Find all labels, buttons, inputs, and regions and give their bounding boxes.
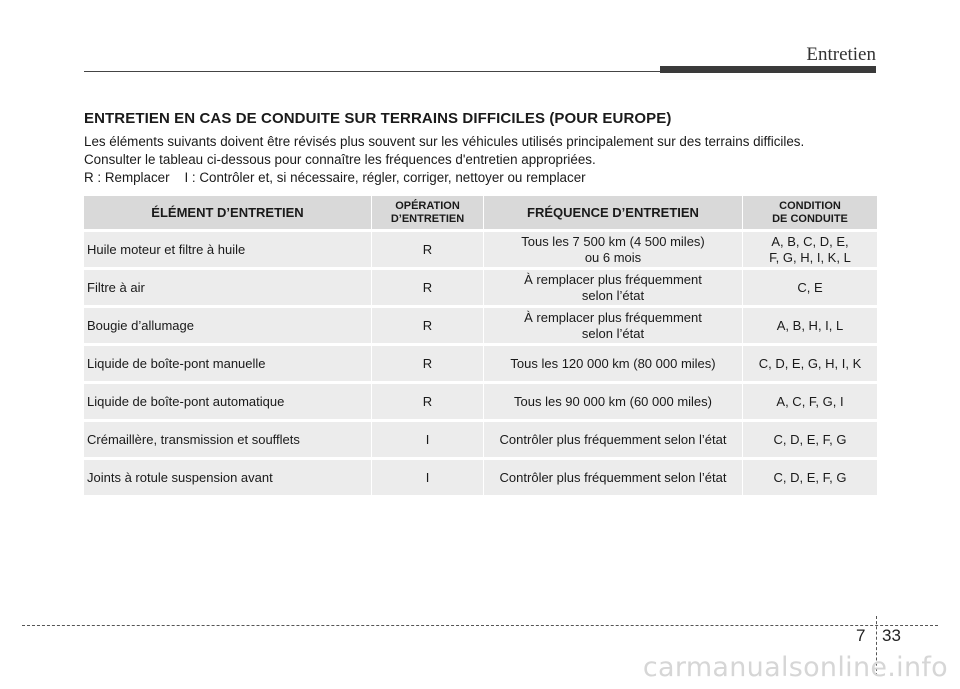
cell-element: Huile moteur et filtre à huile: [84, 232, 371, 267]
header-condition-line: CONDITION: [779, 199, 841, 212]
cell-element: Crémaillère, transmission et soufflets: [84, 422, 371, 457]
cell-operation: R: [371, 232, 483, 267]
cell-frequency: [483, 308, 742, 343]
cell-operation: R: [371, 270, 483, 305]
cell-condition-line: F, G, H, I, K, L: [769, 249, 851, 265]
header-rule-thick: [660, 66, 876, 73]
cell-frequency: Tous les 120 000 km (80 000 miles): [483, 346, 742, 381]
header-element: ÉLÉMENT D’ENTRETIEN: [84, 196, 371, 229]
header-operation-line: D’ENTRETIEN: [390, 212, 465, 225]
table-row: [84, 460, 877, 495]
cell-frequency-line: À remplacer plus fréquemment: [524, 309, 702, 325]
page-header-title: Entretien: [806, 44, 876, 65]
header-rule-thin: [84, 71, 660, 72]
cell-frequency-line: selon l’état: [581, 287, 645, 303]
cell-condition: C, D, E, F, G: [742, 460, 877, 495]
cell-frequency: Contrôler plus fréquemment selon l’état: [483, 460, 742, 495]
section-intro: [84, 110, 884, 187]
header-condition: [742, 196, 877, 229]
header-frequency: FRÉQUENCE D’ENTRETIEN: [483, 196, 742, 229]
header-operation: [371, 196, 483, 229]
cell-frequency-line: selon l’état: [581, 325, 645, 341]
cell-condition: C, D, E, F, G: [742, 422, 877, 457]
table-row: [84, 232, 877, 267]
cell-operation: R: [371, 308, 483, 343]
cell-frequency-line: Tous les 7 500 km (4 500 miles): [521, 233, 705, 249]
cell-operation: R: [371, 384, 483, 419]
cell-condition: C, D, E, G, H, I, K: [742, 346, 877, 381]
cell-frequency: [483, 270, 742, 305]
header-operation-line: OPÉRATION: [395, 199, 460, 212]
intro-line: R : Remplacer I : Contrôler et, si nécessaire, régler, corriger, nettoyer ou remplacer: [84, 170, 586, 185]
cell-condition-line: A, B, C, D, E,: [771, 233, 849, 249]
cell-operation: R: [371, 346, 483, 381]
cell-element: Filtre à air: [84, 270, 371, 305]
cell-frequency: Contrôler plus fréquemment selon l’état: [483, 422, 742, 457]
cell-element: Liquide de boîte-pont manuelle: [84, 346, 371, 381]
intro-line: Consulter le tableau ci-dessous pour connaître les fréquences d'entretien appropriées.: [84, 152, 596, 167]
watermark: carmanualsonline.info: [642, 652, 948, 683]
chapter-number: 7: [856, 626, 866, 645]
cell-condition: [742, 232, 877, 267]
table-row: [84, 384, 877, 419]
header-condition-line: DE CONDUITE: [772, 212, 848, 225]
footer-dashed-rule: [22, 625, 938, 626]
table-header-row: [84, 196, 877, 229]
section-title: ENTRETIEN EN CAS DE CONDUITE SUR TERRAINS DIFFICILES (POUR EUROPE): [84, 110, 672, 127]
cell-frequency-line: À remplacer plus fréquemment: [524, 271, 702, 287]
table-row: [84, 308, 877, 343]
cell-element: Bougie d’allumage: [84, 308, 371, 343]
cell-element: Joints à rotule suspension avant: [84, 460, 371, 495]
intro-line: Les éléments suivants doivent être révisés plus souvent sur les véhicules utilisés principalement sur des terrains difficiles.: [84, 134, 805, 149]
page-number-value: 33: [882, 626, 901, 645]
cell-condition: C, E: [742, 270, 877, 305]
cell-frequency: Tous les 90 000 km (60 000 miles): [483, 384, 742, 419]
cell-element: Liquide de boîte-pont automatique: [84, 384, 371, 419]
maintenance-table: [84, 193, 877, 498]
cell-operation: I: [371, 422, 483, 457]
cell-condition: A, C, F, G, I: [742, 384, 877, 419]
cell-condition: A, B, H, I, L: [742, 308, 877, 343]
table-row: [84, 422, 877, 457]
cell-frequency-line: ou 6 mois: [584, 249, 642, 265]
cell-operation: I: [371, 460, 483, 495]
cell-frequency: [483, 232, 742, 267]
table-row: [84, 270, 877, 305]
table-row: [84, 346, 877, 381]
